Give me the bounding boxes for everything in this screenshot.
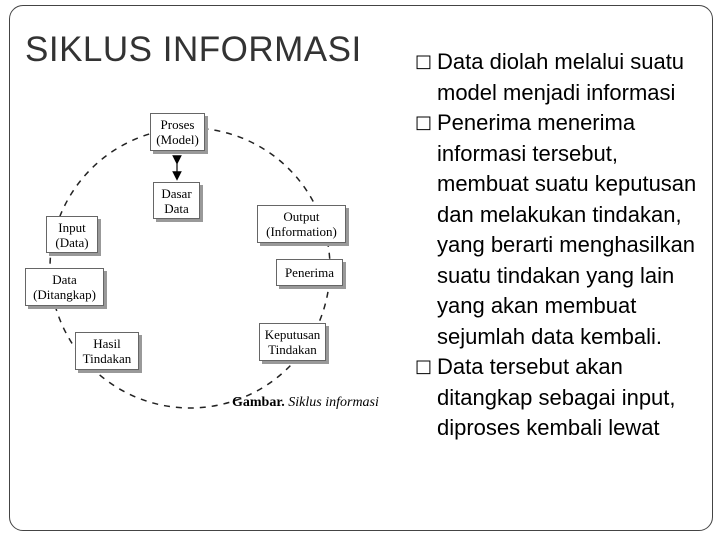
bullet-text: Penerima menerima informasi tersebut, membuat suatu keputusan dan melakukan tindakan, yang berarti menghasilkan suatu tindakan yang lain yang akan membuat sejumlah data kembali. — [437, 110, 697, 349]
node-proses: Proses (Model) — [150, 113, 205, 151]
bullet-box-icon: □ — [415, 356, 433, 377]
node-input: Input (Data) — [46, 216, 98, 253]
node-keputusan: Keputusan Tindakan — [259, 323, 326, 361]
node-data-ditangkap: Data (Ditangkap) — [25, 268, 104, 306]
caption-label: Gambar. — [232, 395, 285, 410]
diagram-caption — [232, 395, 379, 411]
bullet-item — [415, 352, 715, 444]
bullet-list — [415, 47, 715, 444]
bullet-text: Data tersebut akan ditangkap sebagai input, diproses kembali lewat — [437, 354, 676, 440]
bullet-box-icon: □ — [415, 51, 433, 72]
node-penerima: Penerima — [276, 259, 343, 286]
bullet-item — [415, 47, 715, 108]
caption-text: Siklus informasi — [288, 395, 379, 410]
bullet-item — [415, 108, 715, 352]
bullet-text: Data diolah melalui suatu model menjadi informasi — [437, 49, 685, 105]
node-hasil: Hasil Tindakan — [75, 332, 139, 370]
bullet-box-icon: □ — [415, 112, 433, 133]
slide-title: SIKLUS INFORMASI — [25, 30, 362, 69]
node-dasar-data: Dasar Data — [153, 182, 200, 219]
node-output: Output (Information) — [257, 205, 346, 243]
